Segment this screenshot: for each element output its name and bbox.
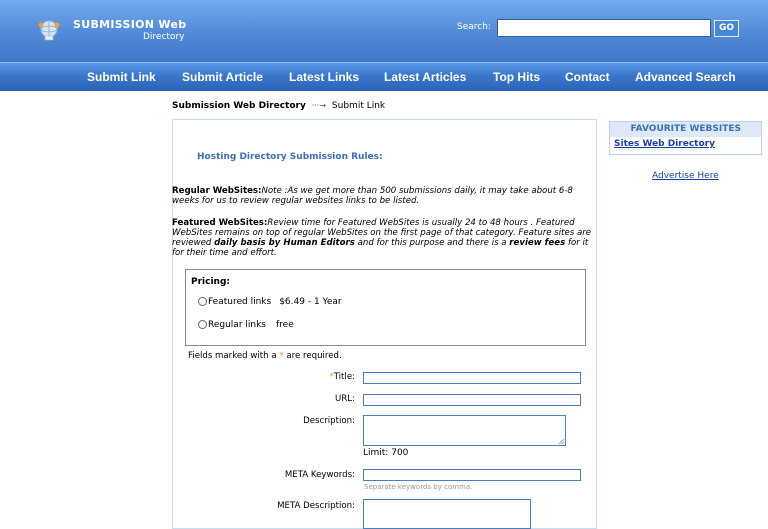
regular-websites-label: Regular WebSites: (172, 186, 262, 196)
search-label: Search: (457, 22, 491, 32)
meta-keywords-input[interactable] (363, 469, 581, 481)
nav-latest-links[interactable]: Latest Links (289, 70, 360, 84)
main-navigation (0, 62, 768, 91)
regular-websites-text: Note :As we get more than 500 submissions daily, it may take about 6-8 weeks for us to review regular websites links to be listed. (172, 186, 573, 206)
search-input[interactable] (497, 19, 711, 37)
url-input[interactable] (363, 394, 581, 406)
limit-label: Limit: (363, 448, 389, 458)
featured-websites-text-2: and for this purpose and there is a (354, 238, 510, 248)
title-label-text: Title: (333, 372, 355, 382)
featured-websites-text-3: for it for their time and effort. (172, 238, 589, 258)
web-directory-logo-icon[interactable] (36, 19, 62, 41)
brand-title[interactable]: SUBMISSION Web (73, 18, 187, 31)
description-field-label: Description: (303, 416, 355, 426)
pricing-box (185, 269, 586, 346)
meta-keywords-hint: Separate keywords by comma. (364, 483, 473, 491)
resize-grip-icon[interactable] (558, 438, 564, 444)
featured-links-radio[interactable] (198, 297, 207, 306)
title-input[interactable] (363, 372, 581, 384)
meta-description-textarea[interactable] (363, 499, 531, 529)
meta-keywords-field-label: META Keywords: (284, 470, 355, 480)
sites-web-directory-link[interactable]: Sites Web Directory (614, 139, 715, 149)
regular-links-radio[interactable] (198, 320, 207, 329)
regular-websites-note (172, 186, 597, 206)
breadcrumb (172, 101, 385, 111)
search-go-button[interactable]: GO (714, 20, 739, 37)
breadcrumb-root[interactable]: Submission Web Directory (172, 101, 306, 111)
rules-title: Hosting Directory Submission Rules: (197, 152, 383, 162)
required-note-suffix: are required. (286, 351, 342, 361)
limit-value: 700 (391, 448, 409, 458)
meta-description-field-label: META Description: (277, 501, 355, 511)
breadcrumb-separator-icon: ···→ (311, 101, 327, 110)
title-required-star-icon: * (329, 372, 334, 382)
featured-links-label[interactable]: Featured links (208, 297, 272, 307)
pricing-option-featured[interactable] (198, 297, 342, 307)
favourite-websites-heading: FAVOURITE WEBSITES (610, 122, 761, 137)
nav-latest-articles[interactable]: Latest Articles (384, 70, 467, 84)
url-field-label: URL: (335, 394, 355, 404)
site-header (0, 0, 768, 62)
featured-websites-emphasis: daily basis by Human Editors (214, 238, 355, 248)
pricing-title: Pricing: (191, 277, 230, 287)
title-field-label (329, 372, 355, 382)
regular-links-price: free (276, 320, 294, 330)
featured-links-price: $6.49 - 1 Year (279, 297, 342, 307)
description-limit (363, 448, 408, 458)
regular-links-label[interactable]: Regular links (208, 320, 266, 330)
nav-contact[interactable]: Contact (565, 70, 610, 84)
nav-top-hits[interactable]: Top Hits (493, 70, 541, 84)
nav-advanced-search[interactable]: Advanced Search (635, 70, 736, 84)
featured-websites-fees: review fees (509, 238, 566, 248)
required-star-icon: * (279, 351, 284, 361)
required-note-text: Fields marked with a (188, 351, 277, 361)
pricing-option-regular[interactable] (198, 320, 294, 330)
breadcrumb-current: Submit Link (331, 101, 386, 111)
featured-websites-label: Featured WebSites: (172, 218, 268, 228)
required-fields-note (188, 351, 342, 361)
nav-submit-link[interactable]: Submit Link (87, 70, 156, 84)
description-textarea[interactable] (363, 415, 566, 446)
featured-websites-text: Review time for Featured WebSites is usually 24 to 48 hours . Featured WebSites remains on top of regular WebSites on the first page of that category. Feature sites are reviewed (172, 218, 592, 248)
featured-websites-note (172, 218, 597, 258)
advertise-here-link[interactable]: Advertise Here (652, 171, 719, 181)
brand-subtitle[interactable]: Directory (143, 32, 185, 42)
nav-submit-article[interactable]: Submit Article (182, 70, 263, 84)
